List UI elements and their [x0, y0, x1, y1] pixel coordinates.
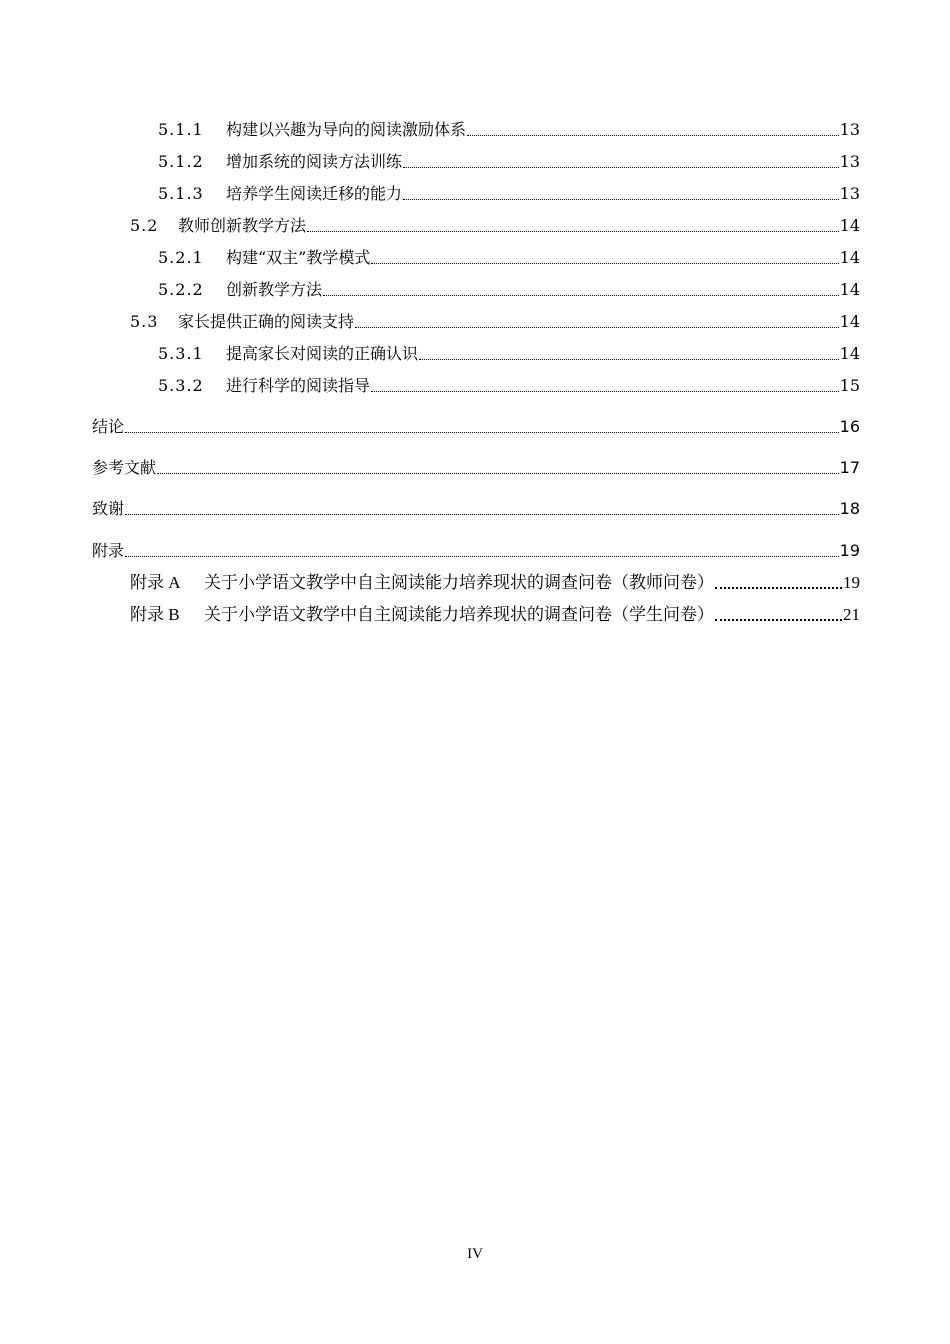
toc-entry-appendix-a[interactable] [130, 573, 860, 593]
toc-entry-title: 构建“双主”教学模式 [226, 248, 371, 267]
toc-entry-page: 14 [839, 280, 860, 299]
toc-entry-title: 增加系统的阅读方法训练 [226, 152, 403, 171]
toc-leader-dots [125, 556, 839, 557]
toc-entry-page: 17 [839, 458, 860, 477]
toc-entry-title: 提高家长对阅读的正确认识 [226, 344, 419, 363]
toc-entry-title: 关于小学语文教学中自主阅读能力培养现状的调查问卷（学生问卷） [204, 605, 714, 624]
toc-leader-dots [715, 619, 842, 621]
toc-entry-conclusion[interactable] [92, 417, 860, 437]
toc-leader-dots [307, 231, 839, 232]
toc-entry-title: 结论 [92, 417, 125, 436]
toc-leader-dots [371, 391, 839, 392]
toc-entry-number: 附录 B [130, 605, 180, 624]
toc-entry-number: 5.3.2 [158, 376, 204, 395]
toc-entry-number: 5.2 [130, 216, 159, 235]
toc-entry-page: 14 [839, 344, 860, 363]
toc-entry-page: 15 [839, 376, 860, 395]
toc-entry-5-3-1[interactable] [158, 344, 860, 364]
toc-entry-number: 5.2.1 [158, 248, 204, 267]
toc-leader-dots [355, 327, 839, 328]
toc-leader-dots [419, 359, 839, 360]
toc-leader-dots [371, 263, 838, 264]
toc-entry-title: 附录 [92, 541, 125, 560]
toc-entry-title: 教师创新教学方法 [178, 216, 307, 235]
toc-entry-acknowledgements[interactable] [92, 499, 860, 519]
toc-entry-title: 构建以兴趣为导向的阅读激励体系 [226, 120, 467, 139]
toc-leader-dots [467, 135, 839, 136]
toc-entry-5-2-2[interactable] [158, 280, 860, 300]
toc-entry-number: 5.1.3 [158, 184, 204, 203]
page-number: IV [467, 1246, 483, 1262]
toc-entry-number: 附录 A [130, 573, 181, 592]
toc-entry-appendix[interactable] [92, 541, 860, 561]
toc-entry-5-2-1[interactable] [158, 248, 860, 268]
toc-leader-dots [403, 167, 839, 168]
toc-entry-page: 19 [843, 573, 860, 592]
toc-entry-5-1-3[interactable] [158, 184, 860, 204]
toc-entry-5-3[interactable] [130, 312, 860, 332]
toc-leader-dots [157, 473, 839, 474]
toc-entry-number: 5.2.2 [158, 280, 204, 299]
toc-leader-dots [403, 199, 839, 200]
toc-entry-title: 进行科学的阅读指导 [226, 376, 371, 395]
toc-entry-number: 5.1.1 [158, 120, 204, 139]
toc-entry-title: 培养学生阅读迁移的能力 [226, 184, 403, 203]
toc-leader-dots [125, 432, 839, 433]
toc-entry-number: 5.3 [130, 312, 159, 331]
toc-entry-page: 16 [839, 417, 860, 436]
toc-entry-5-2[interactable] [130, 216, 860, 236]
toc-entry-page: 19 [839, 541, 860, 560]
toc-leader-dots [715, 587, 842, 589]
toc-entry-5-1-2[interactable] [158, 152, 860, 172]
toc-entry-number: 5.1.2 [158, 152, 204, 171]
toc-entry-title: 参考文献 [92, 458, 157, 477]
toc-entry-page: 13 [839, 120, 860, 139]
toc-entry-page: 14 [839, 312, 860, 331]
toc-entry-title: 关于小学语文教学中自主阅读能力培养现状的调查问卷（教师问卷） [204, 573, 714, 592]
toc-entry-title: 家长提供正确的阅读支持 [178, 312, 355, 331]
toc-entry-page: 14 [839, 248, 860, 267]
toc-entry-5-1-1[interactable] [158, 120, 860, 140]
toc-entry-number: 5.3.1 [158, 344, 204, 363]
toc-entry-5-3-2[interactable] [158, 376, 860, 396]
toc-entry-page: 13 [839, 184, 860, 203]
toc-leader-dots [323, 295, 839, 296]
toc-entry-page: 13 [839, 152, 860, 171]
toc-entry-appendix-b[interactable] [130, 605, 860, 625]
toc-entry-title: 致谢 [92, 499, 125, 518]
toc-entry-page: 18 [839, 499, 860, 518]
toc-entry-page: 14 [839, 216, 860, 235]
toc-leader-dots [125, 514, 839, 515]
toc-entry-references[interactable] [92, 458, 860, 478]
toc-entry-title: 创新教学方法 [226, 280, 323, 299]
toc-entry-page: 21 [843, 605, 860, 624]
